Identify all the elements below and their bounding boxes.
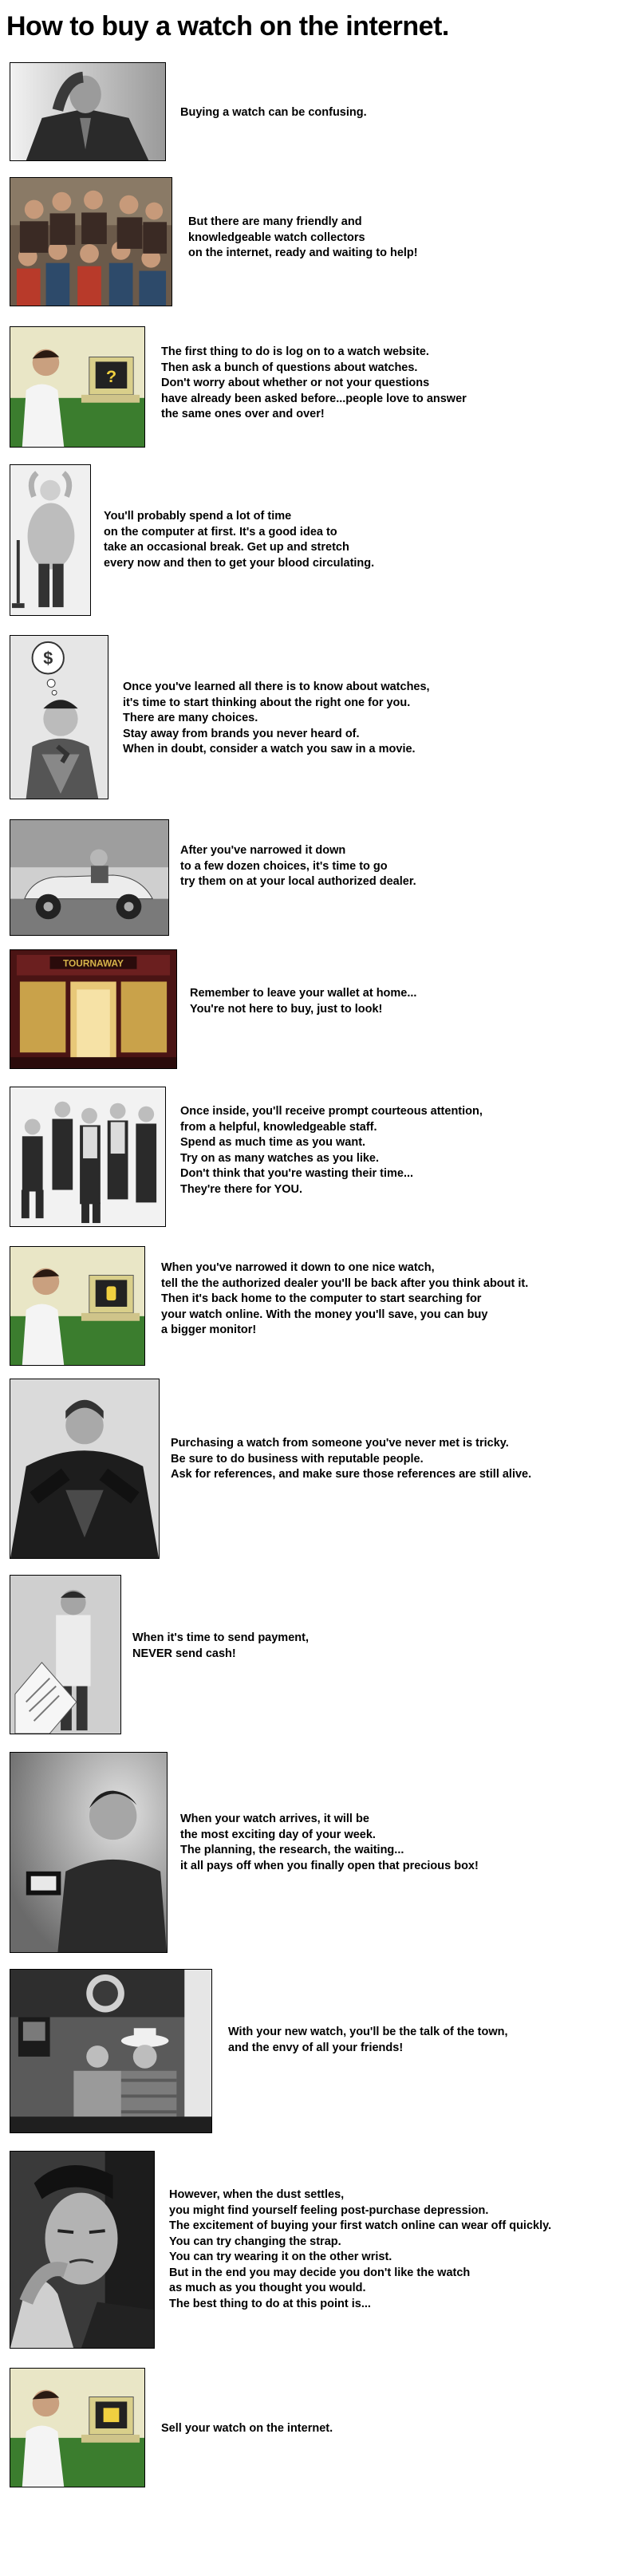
photo-store-staff <box>10 1087 166 1227</box>
caption-4 <box>104 509 374 571</box>
caption-line: You're not here to buy, just to look! <box>190 1002 383 1016</box>
caption-line: When it's time to send payment, <box>132 1631 309 1644</box>
caption-line: When your watch arrives, it will be <box>180 1813 369 1825</box>
caption-line: The excitement of buying your first watch online can wear off quickly. <box>169 2219 552 2232</box>
page-title: How to buy a watch on the internet. <box>6 11 449 41</box>
caption-line: it's time to start thinking about the right one for you. <box>123 696 411 709</box>
caption-line: They're there for YOU. <box>180 1182 303 1196</box>
photo-computer-user-2 <box>10 1246 145 1366</box>
caption-15 <box>161 2421 333 2437</box>
svg-text:$: $ <box>43 648 53 669</box>
caption-line: Once inside, you'll receive prompt courteous attention, <box>180 1105 483 1118</box>
caption-line: But there are many friendly and <box>188 215 362 228</box>
caption-line: Sell your watch on the internet. <box>161 2422 333 2435</box>
caption-line: When you've narrowed it down to one nice watch, <box>161 1261 435 1274</box>
caption-line: After you've narrowed it down <box>180 844 346 857</box>
caption-line: The planning, the research, the waiting... <box>180 1844 404 1856</box>
photo-watch-store <box>10 949 177 1069</box>
photo-stretching-man <box>10 464 91 616</box>
caption-line: the most exciting day of your week. <box>180 1828 376 1841</box>
caption-line: With your new watch, you'll be the talk of the town, <box>228 2026 508 2038</box>
caption-line: on the computer at first. It's a good idea to <box>104 525 337 538</box>
caption-line: Then ask a bunch of questions about watches. <box>161 361 418 374</box>
caption-line: Try on as many watches as you like. <box>180 1151 380 1165</box>
caption-line: to a few dozen choices, it's time to go <box>180 859 388 873</box>
caption-line: it all pays off when you finally open that precious box! <box>180 1859 479 1872</box>
photo-confused-man <box>10 62 166 161</box>
caption-9 <box>161 1260 528 1339</box>
caption-line: Be sure to do business with reputable people. <box>171 1452 424 1466</box>
caption-line: Don't think that you're wasting their time... <box>180 1167 414 1180</box>
caption-line: Stay away from brands you never heard of. <box>123 727 360 740</box>
caption-line: When in doubt, consider a watch you saw in a movie. <box>123 743 416 755</box>
caption-line: There are many choices. <box>123 712 258 724</box>
caption-line: Buying a watch can be confusing. <box>180 106 367 119</box>
caption-line: Don't worry about whether or not your questions <box>161 377 430 389</box>
caption-line: the same ones over and over! <box>161 408 325 420</box>
caption-line: and the envy of all your friends! <box>228 2041 404 2054</box>
caption-13 <box>228 2025 508 2056</box>
caption-1 <box>180 105 367 121</box>
caption-line: every now and then to get your blood circulating. <box>104 556 375 570</box>
caption-line: Purchasing a watch from someone you've never met is tricky. <box>171 1437 509 1450</box>
caption-line: The best thing to do at this point is... <box>169 2297 371 2310</box>
caption-line: tell the the authorized dealer you'll be back after you think about it. <box>161 1276 529 1290</box>
caption-2 <box>188 215 418 262</box>
store-sign: TOURNAWAY <box>63 957 124 969</box>
caption-line: as much as you thought you would. <box>169 2282 366 2294</box>
caption-11 <box>132 1631 309 1662</box>
photo-man-with-sign <box>10 1575 121 1734</box>
caption-line: Then it's back home to the computer to start searching for <box>161 1292 482 1305</box>
photo-thinking-man <box>10 635 108 799</box>
caption-10 <box>171 1436 531 1483</box>
caption-line: You'll probably spend a lot of time <box>104 510 292 523</box>
caption-6 <box>180 843 416 890</box>
caption-line: But in the end you may decide you don't like the watch <box>169 2266 471 2279</box>
photo-boy-in-toy-car <box>10 819 169 936</box>
caption-8 <box>180 1104 483 1197</box>
caption-line: Once you've learned all there is to know about watches, <box>123 680 430 693</box>
caption-12 <box>180 1812 479 1874</box>
caption-line: from a helpful, knowledgeable staff. <box>180 1120 377 1134</box>
caption-line: However, when the dust settles, <box>169 2188 345 2201</box>
caption-7 <box>190 986 416 1017</box>
caption-line: try them on at your local authorized dealer. <box>180 875 416 888</box>
caption-line: knowledgeable watch collectors <box>188 231 365 244</box>
caption-line: NEVER send cash! <box>132 1647 236 1660</box>
photo-men-in-cafe <box>10 1969 212 2133</box>
caption-line: your watch online. With the money you'll save, you can buy <box>161 1308 488 1321</box>
caption-line: have already been asked before...people love to answer <box>161 392 467 405</box>
photo-caped-figure <box>10 1379 160 1559</box>
caption-line: on the internet, ready and waiting to help! <box>188 247 418 259</box>
caption-line: You can try wearing it on the other wrist. <box>169 2251 392 2263</box>
caption-line: Spend as much time as you want. <box>180 1136 366 1149</box>
caption-line: you might find yourself feeling post-purchase depression. <box>169 2203 489 2217</box>
caption-5 <box>123 680 430 758</box>
screen-glyph: ? <box>105 366 117 387</box>
caption-line: take an occasional break. Get up and stretch <box>104 541 349 554</box>
caption-line: Ask for references, and make sure those references are still alive. <box>171 1468 532 1481</box>
caption-line: Remember to leave your wallet at home... <box>190 987 417 1000</box>
caption-line: You can try changing the strap. <box>169 2235 341 2248</box>
photo-man-opening-box <box>10 1752 168 1953</box>
caption-line: The first thing to do is log on to a watch website. <box>161 345 429 358</box>
caption-line: a bigger monitor! <box>161 1324 257 1336</box>
photo-depressed-man <box>10 2151 155 2349</box>
photo-watch-collectors <box>10 177 172 306</box>
photo-computer-user-3 <box>10 2368 145 2487</box>
photo-computer-user <box>10 326 145 448</box>
caption-14 <box>169 2187 551 2312</box>
caption-3 <box>161 345 467 423</box>
